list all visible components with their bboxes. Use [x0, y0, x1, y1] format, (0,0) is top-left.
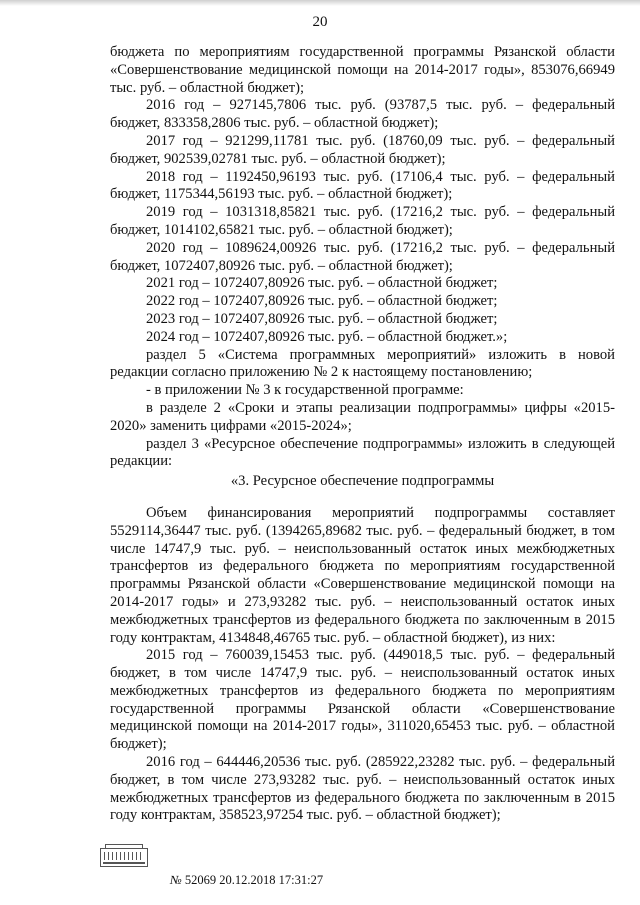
paragraph: Объем финансирования мероприятий подпрограммы составляет 5529114,36447 тыс. руб. (1394265,89682 тыс. руб. – федеральный бюджет, в том числе 14747,9 тыс. руб. – неиспользованный остаток иных межбюджетных трансфертов из федерального бюджета по мероприятиям государственной программы Рязанской области «Совершенствование медицинской помощи на 2014-2017 годы» и 273,93282 тыс. руб. – неиспользованный остаток иных межбюджетных трансфертов из федерального бюджета по заключенным в 2015 году контрактам, 4134848,46765 тыс. руб. – областной бюджет), из них: — [110, 504, 615, 646]
document-body — [110, 44, 615, 825]
section-heading: «3. Ресурсное обеспечение подпрограммы — [230, 473, 495, 490]
paragraph: - в приложении № 3 к государственной программе: — [146, 382, 464, 399]
number-sign: № — [170, 873, 182, 887]
paragraph: раздел 5 «Система программных мероприятий» изложить в новой редакции согласно приложению № 2 к настоящему постановлению; — [110, 346, 615, 381]
registration-number: 52069 20.12.2018 17:31:27 — [184, 873, 324, 887]
paragraph: бюджета по мероприятиям государственной программы Рязанской области «Совершенствование медицинской помощи на 2014-2017 годы», 853076,66949 тыс. руб. – областной бюджет); — [110, 44, 615, 96]
paragraph: 2024 год – 1072407,80926 тыс. руб. – областной бюджет.»; — [146, 328, 508, 345]
paragraph: раздел 3 «Ресурсное обеспечение подпрограммы» изложить в следующей редакции: — [110, 435, 615, 470]
paragraph: в разделе 2 «Сроки и этапы реализации подпрограммы» цифры «2015-2020» заменить цифрами «2015-2024»; — [110, 399, 615, 434]
paragraph: 2016 год – 644446,20536 тыс. руб. (285922,23282 тыс. руб. – федеральный бюджет, в том числе 273,93282 тыс. руб. – неиспользованный остаток иных межбюджетных трансфертов из федерального бюджета по заключенным в 2015 году контрактам, 358523,97254 тыс. руб. – областной бюджет); — [110, 754, 615, 824]
paragraph: 2019 год – 1031318,85821 тыс. руб. (17216,2 тыс. руб. – федеральный бюджет, 1014102,65821 тыс. руб. – областной бюджет); — [110, 204, 615, 238]
paragraph: 2016 год – 927145,7806 тыс. руб. (93787,5 тыс. руб. – федеральный бюджет, 833358,2806 тыс. руб. – областной бюджет); — [110, 97, 615, 132]
paragraph: 2021 год – 1072407,80926 тыс. руб. – областной бюджет; — [146, 275, 498, 292]
building-stamp-icon — [100, 848, 148, 867]
paragraph: 2022 год – 1072407,80926 тыс. руб. – областной бюджет; — [146, 293, 498, 310]
paragraph: 2020 год – 1089624,00926 тыс. руб. (17216,2 тыс. руб. – федеральный бюджет, 1072407,80926 тыс. руб. – областной бюджет); — [110, 239, 615, 274]
page-number: 20 — [312, 14, 328, 30]
paragraph: 2023 год – 1072407,80926 тыс. руб. – областной бюджет; — [146, 310, 498, 327]
document-footer-id — [170, 873, 323, 888]
paragraph: 2018 год – 1192450,96193 тыс. руб. (17106,4 тыс. руб. – федеральный бюджет, 1175344,56193 тыс. руб. – областной бюджет); — [110, 168, 615, 203]
scan-edge — [0, 0, 640, 6]
paragraph: 2017 год – 921299,11781 тыс. руб. (18760,09 тыс. руб. – федеральный бюджет, 902539,02781 тыс. руб. – областной бюджет); — [110, 132, 615, 167]
paragraph: 2015 год – 760039,15453 тыс. руб. (449018,5 тыс. руб. – федеральный бюджет, в том числе 14747,9 тыс. руб. – неиспользованный остаток иных межбюджетных трансфертов из федерального бюджета по мероприятиям государственной программы Рязанской области «Совершенствование медицинской помощи на 2014-2017 годы», 311020,65453 тыс. руб. – областной бюджет); — [110, 647, 615, 753]
